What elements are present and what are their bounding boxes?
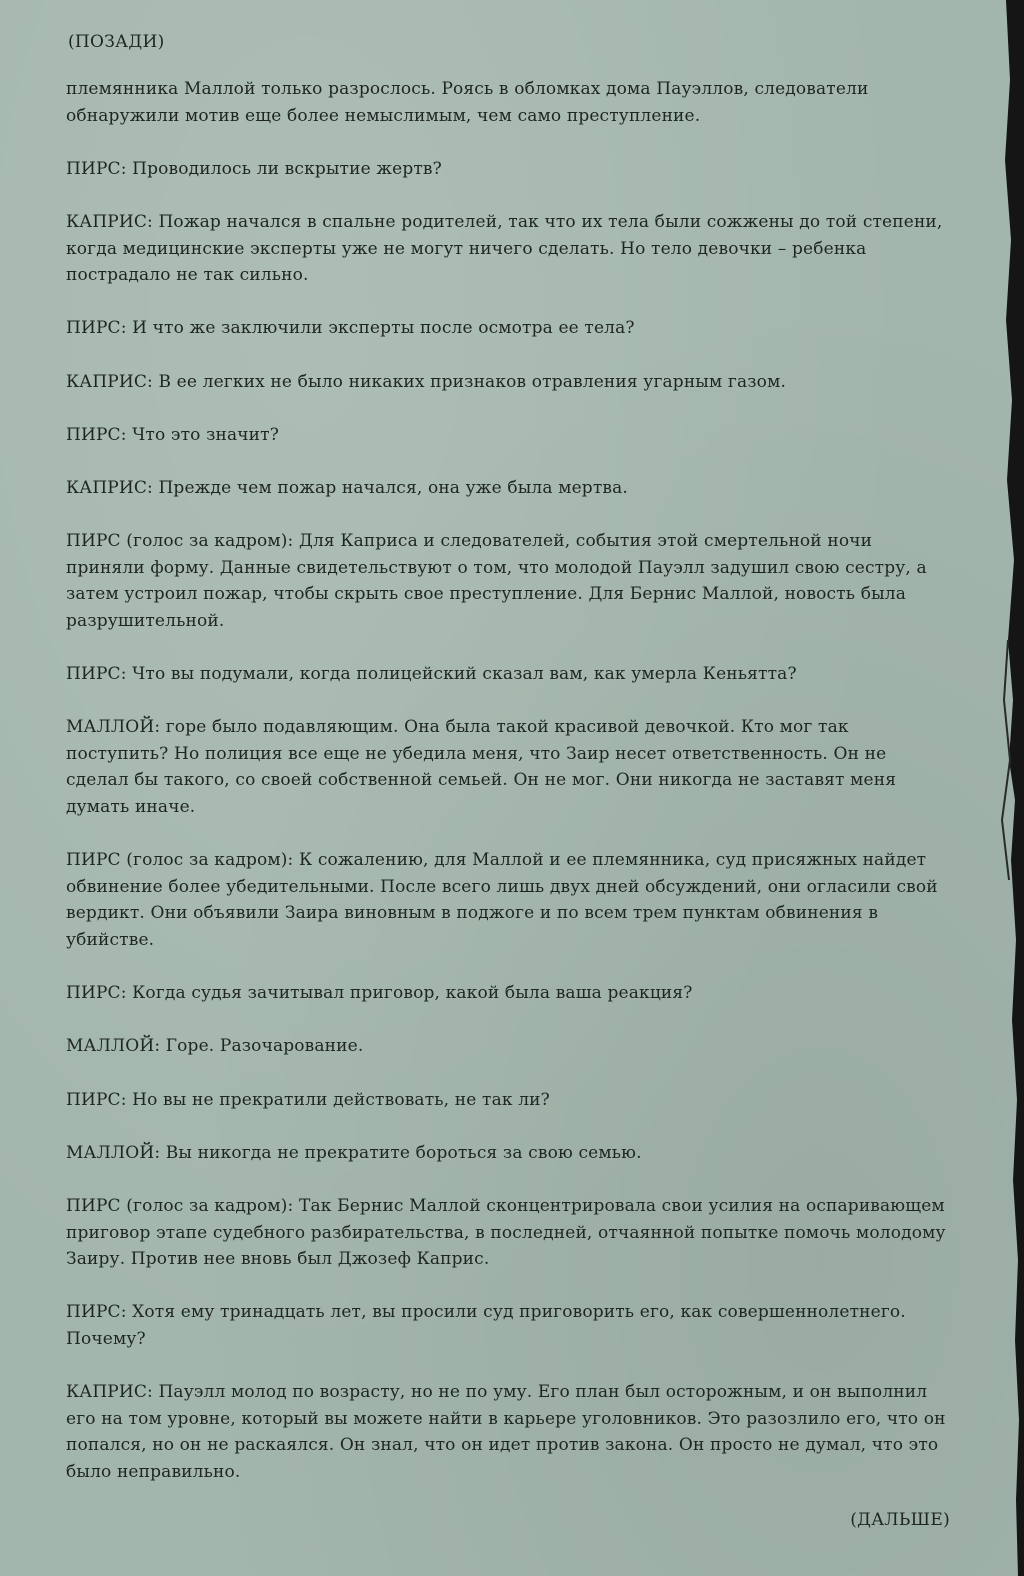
previous-page-label: (ПОЗАДИ) (68, 32, 165, 52)
transcript-paragraph: ПИРС: Когда судья зачитывал приговор, какой была ваша реакция? (66, 983, 693, 1004)
transcript-paragraph: МАЛЛОЙ: Горе. Разочарование. (66, 1036, 364, 1057)
transcript-paragraph: КАПРИС: Пожар начался в спальне родителей, так что их тела были сожжены до той степени, когда медицинские эксперты уже не могут ничего сделать. Но тело девочки – ребенка пострадало не так сильно. (66, 211, 943, 286)
transcript-paragraph: ПИРС: Хотя ему тринадцать лет, вы просили суд приговорить его, как совершеннолетнего. Почему? (66, 1302, 906, 1349)
next-page-label: (ДАЛЬШЕ) (850, 1510, 950, 1530)
transcript-paragraph: ПИРС: Но вы не прекратили действовать, не так ли? (66, 1089, 550, 1110)
transcript-body (66, 76, 950, 1512)
transcript-paragraph: КАПРИС: Пауэлл молод по возрасту, но не по уму. Его план был осторожным, и он выполнил его на том уровне, который вы можете найти в карьере уголовников. Это разозлило его, что он попался, но он не раскаялся. Он знал, что он идет против закона. Он просто не думал, что это было неправильно. (66, 1382, 946, 1482)
transcript-paragraph: ПИРС (голос за кадром): Для Каприса и следователей, события этой смертельной ночи приняли форму. Данные свидетельствуют о том, что молодой Пауэлл задушил свою сестру, а затем устроил пожар, чтобы скрыть свое преступление. Для Бернис Маллой, новость была разрушительной. (66, 531, 927, 631)
transcript-paragraph: КАПРИС: В ее легких не было никаких признаков отравления угарным газом. (66, 371, 786, 392)
transcript-paragraph: ПИРС (голос за кадром): К сожалению, для Маллой и ее племянника, суд присяжных найдет обвинение более убедительными. После всего лишь двух дней обсуждений, они огласили свой вердикт. Они объявили Заира виновным в поджоге и по всем трем пунктам обвинения в убийстве. (66, 850, 938, 950)
transcript-paragraph: КАПРИС: Прежде чем пожар начался, она уже была мертва. (66, 477, 628, 498)
transcript-paragraph: ПИРС: Проводилось ли вскрытие жертв? (66, 158, 442, 179)
transcript-paragraph: ПИРС: Что это значит? (66, 424, 279, 445)
transcript-paragraph: МАЛЛОЙ: Вы никогда не прекратите бороться за свою семью. (66, 1142, 642, 1163)
transcript-paragraph: ПИРС: И что же заключили эксперты после осмотра ее тела? (66, 318, 635, 339)
torn-paper-edge (994, 0, 1024, 1576)
transcript-paragraph: ПИРС: Что вы подумали, когда полицейский сказал вам, как умерла Кеньятта? (66, 664, 797, 685)
transcript-paragraph: ПИРС (голос за кадром): Так Бернис Маллой сконцентрировала свои усилия на оспаривающем приговор этапе судебного разбирательства, в последней, отчаянной попытке помочь молодому Заиру. Против нее вновь был Джозеф Каприс. (66, 1195, 946, 1270)
transcript-paragraph: племянника Маллой только разрослось. Роясь в обломках дома Пауэллов, следователи обнаружили мотив еще более немыслимым, чем само преступление. (66, 79, 869, 126)
transcript-paragraph: МАЛЛОЙ: горе было подавляющим. Она была такой красивой девочкой. Кто мог так поступить? Но полиция все еще не убедила меня, что Заир несет ответственность. Он не сделал бы такого, со своей собственной семьей. Он не мог. Они никогда не заставят меня думать иначе. (66, 717, 897, 818)
